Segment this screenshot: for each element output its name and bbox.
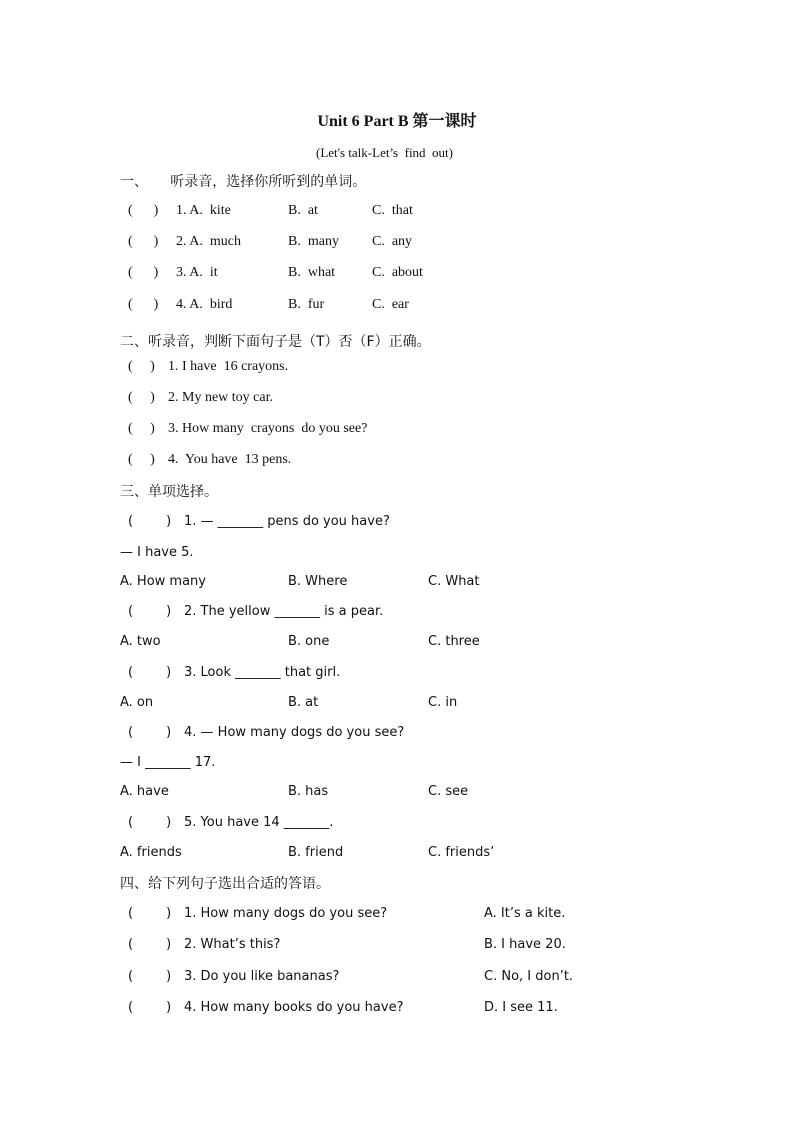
option-b: B. one <box>288 634 330 649</box>
option-c: C. see <box>428 784 469 799</box>
option-c: C. in <box>428 695 458 710</box>
answer-paren: ( ) <box>128 815 172 830</box>
answer-paren: ( ) <box>128 514 172 529</box>
option-b: B. at <box>288 695 319 710</box>
question-text: 4. How many books do you have? <box>184 1000 404 1015</box>
option-b: B. fur <box>288 297 325 312</box>
section-2-heading: 二、听录音，判断下面句子是（T）否（F）正确。 <box>120 334 431 350</box>
option-a: A. How many <box>120 574 206 589</box>
answer-paren: ( ) <box>128 969 172 984</box>
question-text: 3. Do you like bananas? <box>184 969 340 984</box>
statement-text: 1. I have 16 crayons. <box>168 359 289 374</box>
option-a: A. on <box>120 695 154 710</box>
question-stem: 4. — How many dogs do you see? <box>184 725 405 740</box>
answer-paren: ( ) <box>128 265 159 280</box>
answer-paren: ( ) <box>128 390 155 405</box>
answer-paren: ( ) <box>128 665 172 680</box>
statement-text: 2. My new toy car. <box>168 390 273 405</box>
answer-choice: A. It’s a kite. <box>484 906 566 921</box>
option-c: C. that <box>372 203 413 218</box>
answer-choice: D. I see 11. <box>484 1000 558 1015</box>
answer-paren: ( ) <box>128 725 172 740</box>
section-4-heading: 四、给下列句子选出合适的答语。 <box>120 876 330 892</box>
page-subtitle: (Let's talk-Let’s find out) <box>316 145 454 160</box>
question-stem: 3. Look _______ that girl. <box>184 665 341 680</box>
question-text: 1. How many dogs do you see? <box>184 906 388 921</box>
statement-text: 3. How many crayons do you see? <box>168 421 368 436</box>
answer-choice: B. I have 20. <box>484 937 566 952</box>
answer-paren: ( ) <box>128 604 172 619</box>
answer-paren: ( ) <box>128 1000 172 1015</box>
section-3-heading: 三、单项选择。 <box>120 484 218 500</box>
answer-paren: ( ) <box>128 359 155 374</box>
option-a: A. friends <box>120 845 182 860</box>
answer-paren: ( ) <box>128 203 159 218</box>
option-a: A. have <box>120 784 169 799</box>
option-c: C. any <box>372 234 413 249</box>
option-c: C. about <box>372 265 423 280</box>
answer-choice: C. No, I don’t. <box>484 969 574 984</box>
question-text: 2. What’s this? <box>184 937 281 952</box>
question-stem: 1. — _______ pens do you have? <box>184 514 390 529</box>
answer-paren: ( ) <box>128 906 172 921</box>
answer-paren: ( ) <box>128 452 155 467</box>
option-b: B. has <box>288 784 329 799</box>
page-title: Unit 6 Part B 第一课时 <box>317 113 477 130</box>
option-b: B. at <box>288 203 318 218</box>
option-a: A. two <box>120 634 161 649</box>
answer-paren: ( ) <box>128 937 172 952</box>
option-c: C. three <box>428 634 480 649</box>
answer-paren: ( ) <box>128 421 155 436</box>
option-b: B. friend <box>288 845 344 860</box>
option-a: 4. A. bird <box>176 297 233 312</box>
answer-line: — I have 5. <box>120 545 194 560</box>
option-b: B. many <box>288 234 339 249</box>
answer-paren: ( ) <box>128 234 159 249</box>
answer-paren: ( ) <box>128 297 159 312</box>
option-b: B. Where <box>288 574 348 589</box>
option-a: 3. A. it <box>176 265 218 280</box>
section-1-heading: 一、 听录音，选择你所听到的单词。 <box>120 174 367 190</box>
statement-text: 4. You have 13 pens. <box>168 452 292 467</box>
option-b: B. what <box>288 265 336 280</box>
answer-line: — I _______ 17. <box>120 755 216 770</box>
question-stem: 2. The yellow _______ is a pear. <box>184 604 384 619</box>
option-a: 1. A. kite <box>176 203 231 218</box>
option-c: C. What <box>428 574 480 589</box>
option-c: C. friends’ <box>428 845 495 860</box>
question-stem: 5. You have 14 _______. <box>184 815 334 830</box>
option-a: 2. A. much <box>176 234 241 249</box>
option-c: C. ear <box>372 297 409 312</box>
